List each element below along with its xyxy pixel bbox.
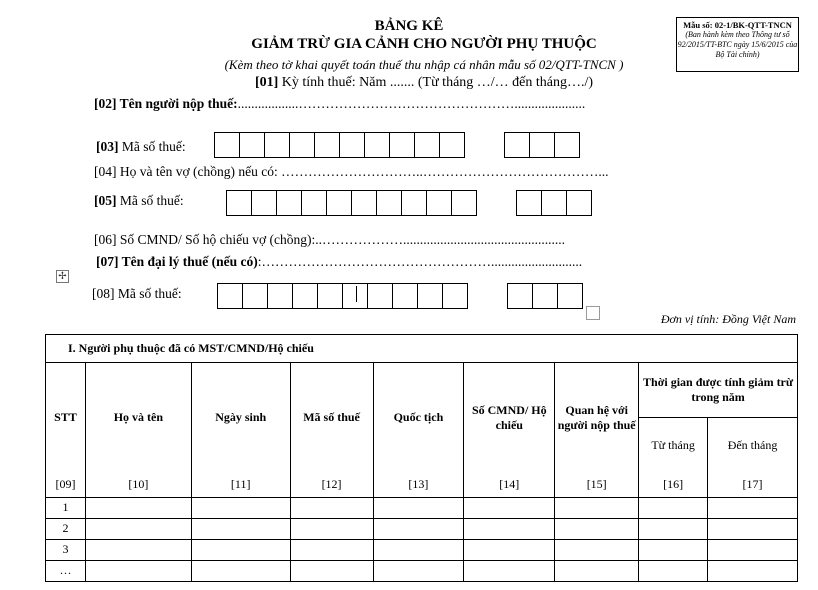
currency-unit: Đơn vị tính: Đồng Việt Nam: [660, 312, 796, 326]
digit-box[interactable]: [367, 283, 393, 309]
digit-box[interactable]: [376, 190, 402, 216]
field-06[interactable]: [06] Số CMND/ Số hộ chiếu vợ (chồng):..………………................................................: [94, 232, 565, 247]
digit-box[interactable]: [239, 132, 265, 158]
dependents-table: [45, 334, 798, 582]
field-07-dots[interactable]: :……………………………………………...........................: [257, 254, 583, 269]
field-03-label: [03]: [96, 139, 119, 154]
table-cell[interactable]: [464, 497, 555, 518]
checkbox[interactable]: [586, 306, 600, 320]
field-03-text: Mã số thuế:: [118, 139, 186, 154]
digit-box[interactable]: [264, 132, 290, 158]
table-cell[interactable]: [555, 518, 639, 539]
field-03: [96, 139, 186, 155]
digit-box[interactable]: [351, 190, 377, 216]
digit-box[interactable]: [554, 132, 580, 158]
digit-box[interactable]: [301, 190, 327, 216]
col-code: [12]: [290, 473, 373, 498]
digit-box[interactable]: [251, 190, 277, 216]
digit-box[interactable]: [439, 132, 465, 158]
table-cell[interactable]: [464, 518, 555, 539]
tax-code-boxes-05[interactable]: [226, 190, 477, 216]
table-cell[interactable]: [464, 539, 555, 560]
field-04[interactable]: [04] Họ và tên vợ (chồng) nếu có: …………………………..…………………………………...: [94, 164, 609, 179]
field-02-dots[interactable]: ..................………………………………………….....................: [237, 96, 586, 111]
table-cell[interactable]: [639, 560, 708, 581]
table-cell[interactable]: [191, 497, 290, 518]
table-cell[interactable]: [191, 539, 290, 560]
col-stt: STT: [46, 363, 86, 473]
digit-box[interactable]: [442, 283, 468, 309]
table-row: [46, 518, 798, 539]
digit-box[interactable]: [516, 190, 542, 216]
table-cell[interactable]: [708, 497, 798, 518]
col-code: [15]: [555, 473, 639, 498]
form-subtitle: GIẢM TRỪ GIA CẢNH CHO NGƯỜI PHỤ THUỘC: [251, 36, 597, 52]
table-cell[interactable]: [708, 560, 798, 581]
digit-box[interactable]: [504, 132, 530, 158]
digit-box[interactable]: [392, 283, 418, 309]
digit-box[interactable]: [566, 190, 592, 216]
text-cursor: [356, 286, 357, 302]
digit-box[interactable]: [226, 190, 252, 216]
field-05: [94, 193, 184, 209]
tax-code-suffix-03[interactable]: [504, 132, 580, 158]
table-cell[interactable]: [373, 518, 464, 539]
table-cell[interactable]: [85, 518, 191, 539]
tax-code-boxes-08[interactable]: [217, 283, 468, 309]
table-cell[interactable]: [290, 560, 373, 581]
table-cell[interactable]: [708, 518, 798, 539]
col-tax-code: Mã số thuế: [290, 363, 373, 473]
col-code: [16]: [639, 473, 708, 498]
table-cell[interactable]: [555, 560, 639, 581]
tax-period: [0, 75, 818, 91]
digit-box[interactable]: [292, 283, 318, 309]
table-row: [46, 560, 798, 581]
table-cell[interactable]: [373, 497, 464, 518]
col-relation: Quan hệ với người nộp thuế: [555, 363, 639, 473]
period-code: [01]: [254, 75, 279, 90]
digit-box[interactable]: [401, 190, 427, 216]
table-cell[interactable]: [464, 560, 555, 581]
table-cell[interactable]: [555, 539, 639, 560]
row-number: 3: [46, 539, 86, 560]
col-code: [14]: [464, 473, 555, 498]
table-cell[interactable]: [191, 560, 290, 581]
digit-box[interactable]: [342, 283, 368, 309]
col-name: Họ và tên: [85, 363, 191, 473]
col-code: [17]: [708, 473, 798, 498]
digit-box[interactable]: [451, 190, 477, 216]
period-text: Kỳ tính thuế: Năm ....... (Từ tháng …/… đến tháng…./): [278, 75, 594, 90]
digit-box[interactable]: [417, 283, 443, 309]
field-02-label: [02] Tên người nộp thuế:: [94, 96, 238, 111]
form-code-box: [676, 17, 799, 72]
table-cell[interactable]: [373, 539, 464, 560]
form-note: (Kèm theo tờ khai quyết toán thuế thu nhập cá nhân mẫu số 02/QTT-TNCN ): [224, 57, 624, 72]
table-row: [46, 539, 798, 560]
table-cell[interactable]: [290, 539, 373, 560]
field-08: [08] Mã số thuế:: [92, 286, 182, 301]
digit-box[interactable]: [507, 283, 533, 309]
digit-box[interactable]: [414, 132, 440, 158]
table-cell[interactable]: [290, 497, 373, 518]
col-code: [11]: [191, 473, 290, 498]
row-number: …: [46, 560, 86, 581]
form-title: BẢNG KÊ: [374, 18, 444, 34]
col-dob: Ngày sinh: [191, 363, 290, 473]
digit-box[interactable]: [364, 132, 390, 158]
field-02: [94, 96, 585, 112]
table-move-handle-icon[interactable]: ✢: [56, 270, 69, 283]
table-cell[interactable]: [85, 497, 191, 518]
col-period: Thời gian được tính giảm trừ trong năm: [639, 363, 798, 418]
col-nationality: Quốc tịch: [373, 363, 464, 473]
table-cell[interactable]: [191, 518, 290, 539]
form-code: Mẫu số: 02-1/BK-QTT-TNCN: [683, 20, 792, 30]
digit-box[interactable]: [267, 283, 293, 309]
table-cell[interactable]: [85, 539, 191, 560]
field-07-label: [07] Tên đại lý thuế (nếu có): [96, 254, 258, 269]
digit-box[interactable]: [426, 190, 452, 216]
row-number: 1: [46, 497, 86, 518]
field-05-text: Mã số thuế:: [116, 193, 184, 208]
digit-box[interactable]: [529, 132, 555, 158]
digit-box[interactable]: [214, 132, 240, 158]
row-number: 2: [46, 518, 86, 539]
digit-box[interactable]: [289, 132, 315, 158]
digit-box[interactable]: [532, 283, 558, 309]
digit-box[interactable]: [339, 132, 365, 158]
table-cell[interactable]: [639, 497, 708, 518]
section-title: I. Người phụ thuộc đã có MST/CMND/Hộ chiếu: [46, 335, 798, 363]
digit-box[interactable]: [557, 283, 583, 309]
tax-code-suffix-08[interactable]: [507, 283, 583, 309]
col-to-month: Đến tháng: [708, 418, 798, 473]
table-cell[interactable]: [639, 539, 708, 560]
col-code: [09]: [46, 473, 86, 498]
table-cell[interactable]: [708, 539, 798, 560]
form-issued-note: (Ban hành kèm theo Thông tư số 92/2015/TT-BTC ngày 15/6/2015 của Bộ Tài chính): [677, 30, 798, 59]
digit-box[interactable]: [317, 283, 343, 309]
col-code: [10]: [85, 473, 191, 498]
digit-box[interactable]: [217, 283, 243, 309]
digit-box[interactable]: [242, 283, 268, 309]
digit-box[interactable]: [326, 190, 352, 216]
tax-code-suffix-05[interactable]: [516, 190, 592, 216]
table-cell[interactable]: [290, 518, 373, 539]
table-cell[interactable]: [639, 518, 708, 539]
table-cell[interactable]: [85, 560, 191, 581]
field-05-label: [05]: [94, 193, 117, 208]
col-id: Số CMND/ Hộ chiếu: [464, 363, 555, 473]
col-code: [13]: [373, 473, 464, 498]
table-row: [46, 497, 798, 518]
col-from-month: Từ tháng: [639, 418, 708, 473]
digit-box[interactable]: [389, 132, 415, 158]
table-cell[interactable]: [555, 497, 639, 518]
digit-box[interactable]: [541, 190, 567, 216]
field-07: [96, 254, 582, 270]
digit-box[interactable]: [276, 190, 302, 216]
table-cell[interactable]: [373, 560, 464, 581]
tax-code-boxes-03[interactable]: [214, 132, 465, 158]
digit-box[interactable]: [314, 132, 340, 158]
